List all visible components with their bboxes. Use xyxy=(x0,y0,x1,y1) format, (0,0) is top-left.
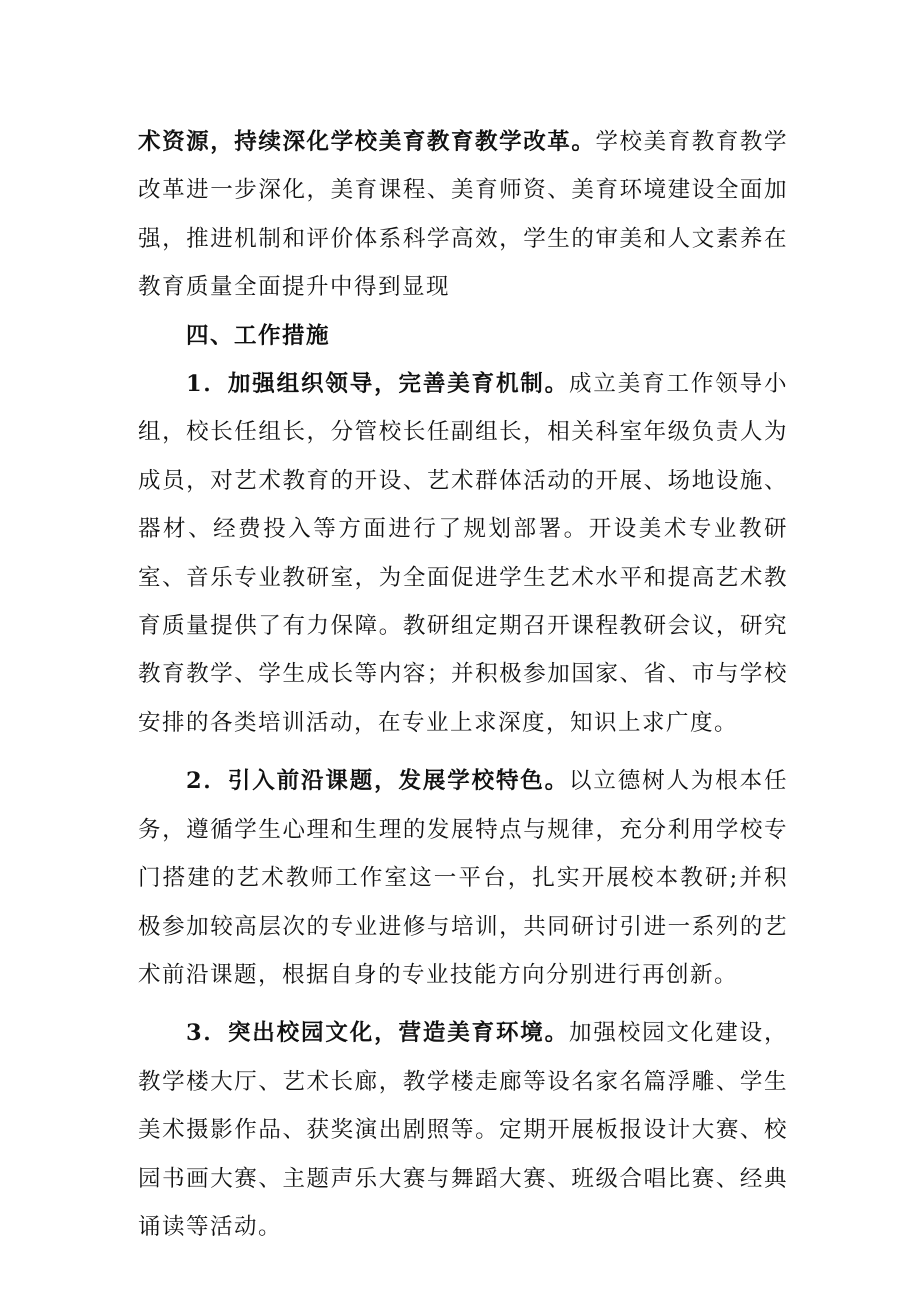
intro-body: 学校美育教育教学改革进一步深化，美育课程、美育师资、美育环境建设全面加强，推进机制和评价体系科学高效，学生的审美和人文素养在教育质量全面提升中得到显现 xyxy=(138,129,788,301)
measure-1-lead: 1．加强组织领导，完善美育机制。 xyxy=(186,371,570,398)
measure-1-paragraph xyxy=(138,360,788,747)
intro-paragraph xyxy=(138,118,788,312)
measure-3-body: 加强校园文化建设，教学楼大厅、艺术长廊，教学楼走廊等设名家名篇浮雕、学生美术摄影作品、获奖演出剧照等。定期开展板报设计大赛、校园书画大赛、主题声乐大赛与舞蹈大赛、班级合唱比赛、经典诵读等活动。 xyxy=(138,1020,788,1240)
measure-2-body: 以立德树人为根本任务，遵循学生心理和生理的发展特点与规律，充分利用学校专门搭建的艺术教师工作室这一平台，扎实开展校本教研;并积极参加较高层次的专业进修与培训，共同研讨引进一系列的艺术前沿课题，根据自身的专业技能方向分别进行再创新。 xyxy=(138,768,788,988)
section-heading: 四、工作措施 xyxy=(186,322,331,349)
measure-3-lead: 3．突出校园文化，营造美育环境。 xyxy=(186,1020,570,1047)
intro-lead: 术资源，持续深化学校美育教育教学改革。 xyxy=(138,129,596,155)
measure-3-paragraph xyxy=(138,1009,788,1251)
measure-2-paragraph xyxy=(138,757,788,999)
document-page xyxy=(138,118,788,1251)
measure-1-body: 成立美育工作领导小组，校长任组长，分管校长任副组长，相关科室年级负责人为成员，对艺术教育的开设、艺术群体活动的开展、场地设施、器材、经费投入等方面进行了规划部署。开设美术专业教研室、音乐专业教研室，为全面促进学生艺术水平和提高艺术教育质量提供了有力保障。教研组定期召开课程教研会议，研究教育教学、学生成长等内容；并积极参加国家、省、市与学校安排的各类培训活动，在专业上求深度，知识上求广度。 xyxy=(138,371,788,736)
measure-2-lead: 2．引入前沿课题，发展学校特色。 xyxy=(186,768,570,795)
